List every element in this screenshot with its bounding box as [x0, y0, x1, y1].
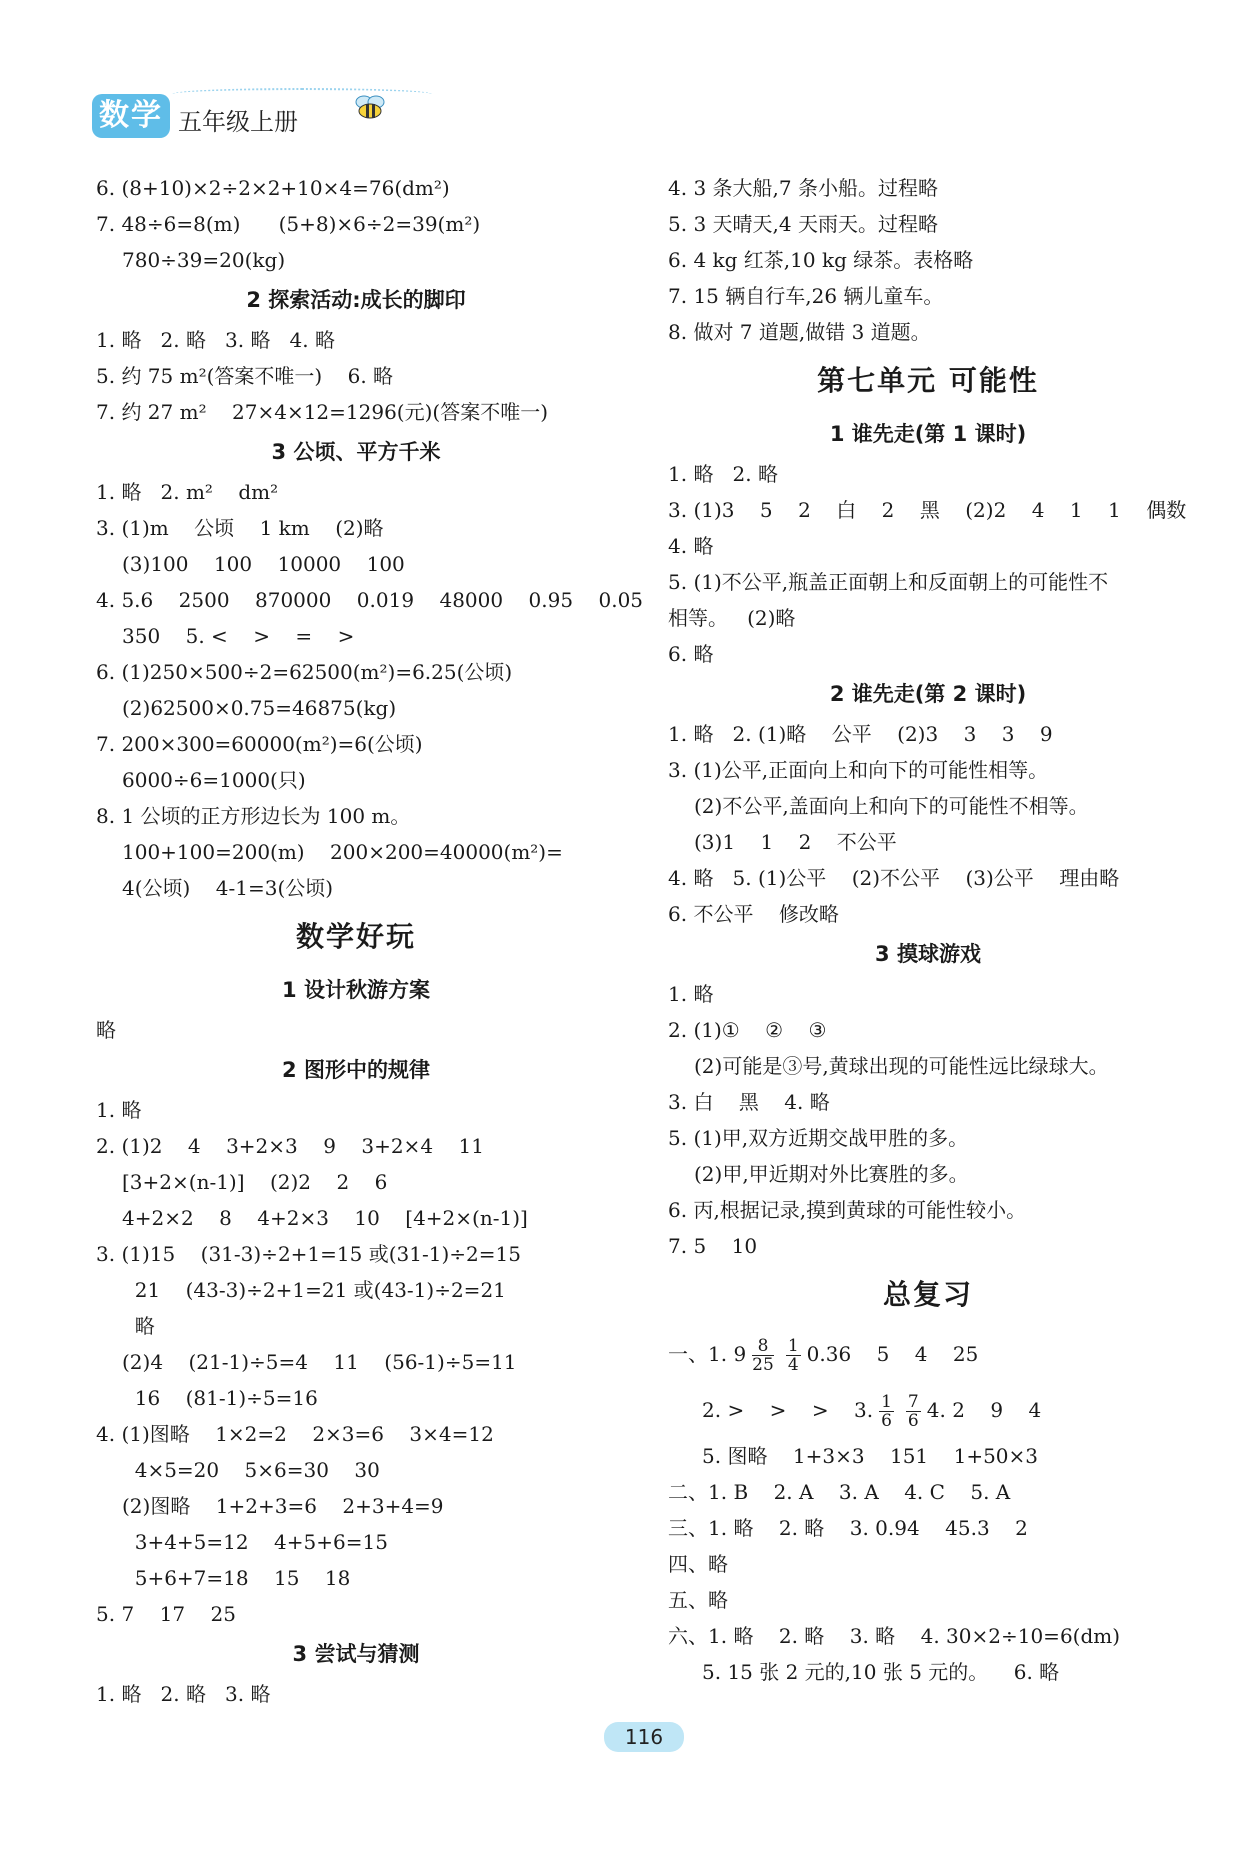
review-row-9: 5. 15 张 2 元的,10 张 5 元的。 6. 略	[702, 1660, 1060, 1684]
fraction	[786, 1337, 801, 1374]
fraction-numerator: 8	[752, 1337, 774, 1356]
answer-line: 21 (43-3)÷2+1=21 或(43-1)÷2=21	[122, 1278, 506, 1302]
subject-badge: 数学	[92, 94, 170, 138]
answer-line: (2)不公平,盖面向上和向下的可能性不相等。	[694, 794, 1089, 818]
answer-line: 5. 7 17 25	[96, 1602, 236, 1626]
fraction	[879, 1393, 894, 1430]
answer-line: 4. 3 条大船,7 条小船。过程略	[668, 176, 938, 200]
answer-line: [3+2×(n-1)] (2)2 2 6	[122, 1170, 388, 1194]
answer-line: 1. 略 2. 略 3. 略 4. 略	[96, 328, 335, 352]
review-section	[668, 1326, 1188, 1690]
answer-line: 6. (1)250×500÷2=62500(m²)=6.25(公顷)	[96, 660, 513, 684]
answer-line: 6. 不公平 修改略	[668, 902, 839, 926]
answer-line: 7. 48÷6=8(m) (5+8)×6÷2=39(m²)	[96, 212, 481, 236]
review-row-7: 五、略	[668, 1588, 728, 1612]
review-text: 2. > > > 3.	[702, 1398, 874, 1422]
answer-line: 5. (1)不公平,瓶盖正面朝上和反面朝上的可能性不	[668, 570, 1109, 594]
fraction-numerator: 1	[881, 1392, 892, 1412]
answer-line: (2)图略 1+2+3=6 2+3+4=9	[122, 1494, 444, 1518]
answer-line: 1. 略 2. m² dm²	[96, 480, 279, 504]
fraction-denominator: 6	[881, 1411, 892, 1431]
answer-line: 3. (1)15 (31-3)÷2+1=15 或(31-1)÷2=15	[96, 1242, 521, 1266]
page-header	[92, 88, 452, 148]
fraction-denominator: 4	[787, 1355, 799, 1375]
answer-line: 相等。 (2)略	[668, 606, 796, 630]
answer-line: 1. 略 2. (1)略 公平 (2)3 3 3 9	[668, 722, 1053, 746]
answer-line: 7. 约 27 m² 27×4×12=1296(元)(答案不唯一)	[96, 400, 549, 424]
answer-line: 4. 略	[668, 534, 714, 558]
lesson-heading: 2 谁先走(第 2 课时)	[829, 682, 1027, 706]
decorative-dotted-line	[172, 88, 432, 100]
answer-line: 1. 略	[96, 1098, 142, 1122]
answer-line: 4. 5.6 2500 870000 0.019 48000 0.95 0.05	[96, 588, 644, 612]
answer-line: 4(公顷) 4-1=3(公顷)	[122, 876, 334, 900]
page-number: 116	[604, 1722, 684, 1752]
lesson-heading: 1 设计秋游方案	[282, 978, 430, 1002]
review-row-3: 5. 图略 1+3×3 151 1+50×3	[702, 1444, 1039, 1468]
answer-line: (2)甲,甲近期对外比赛胜的多。	[694, 1162, 969, 1186]
lesson-heading: 2 探索活动:成长的脚印	[246, 288, 466, 312]
answer-line: 7. 5 10	[668, 1234, 758, 1258]
answer-line: 5. 约 75 m²(答案不唯一) 6. 略	[96, 364, 394, 388]
answer-line: 略	[122, 1314, 155, 1338]
section-heading: 总复习	[882, 1278, 973, 1311]
answer-line: (2)4 (21-1)÷5=4 11 (56-1)÷5=11	[122, 1350, 517, 1374]
answer-line: 3+4+5=12 4+5+6=15	[122, 1530, 388, 1554]
lesson-heading: 3 摸球游戏	[875, 942, 981, 966]
answer-line: 略	[96, 1018, 116, 1042]
answer-line: 8. 做对 7 道题,做错 3 道题。	[668, 320, 931, 344]
review-row-8: 六、1. 略 2. 略 3. 略 4. 30×2÷10=6(dm)	[668, 1624, 1121, 1648]
answer-line: 6. 4 kg 红茶,10 kg 绿茶。表格略	[668, 248, 974, 272]
answer-line: 5+6+7=18 15 18	[122, 1566, 351, 1590]
review-row-6: 四、略	[668, 1552, 728, 1576]
answer-line: 5. (1)甲,双方近期交战甲胜的多。	[668, 1126, 969, 1150]
answer-line: 3. (1)公平,正面向上和向下的可能性相等。	[668, 758, 1049, 782]
answer-line: 3. (1)m 公顷 1 km (2)略	[96, 516, 384, 540]
answer-line: 16 (81-1)÷5=16	[122, 1386, 318, 1410]
answer-line: (2)可能是③号,黄球出现的可能性远比绿球大。	[694, 1054, 1109, 1078]
right-column	[668, 170, 1188, 1690]
answer-line: 4. 略 5. (1)公平 (2)不公平 (3)公平 理由略	[668, 866, 1120, 890]
answer-line: (2)62500×0.75=46875(kg)	[122, 696, 397, 720]
answer-line: 350 5. < > = >	[122, 624, 355, 648]
review-row-2	[668, 1382, 1188, 1438]
answer-line: 100+100=200(m) 200×200=40000(m²)=	[122, 840, 563, 864]
fraction-denominator: 25	[752, 1355, 774, 1375]
answer-line: 6. 略	[668, 642, 714, 666]
fraction-denominator: 6	[907, 1411, 919, 1431]
section-heading: 第七单元 可能性	[817, 364, 1039, 397]
lesson-heading: 2 图形中的规律	[282, 1058, 430, 1082]
fraction-numerator: 7	[907, 1392, 919, 1412]
fraction	[906, 1393, 921, 1430]
answer-line: 5. 3 天晴天,4 天雨天。过程略	[668, 212, 938, 236]
fraction-numerator: 1	[787, 1336, 799, 1356]
lesson-heading: 3 公顷、平方千米	[271, 440, 441, 464]
review-row-4: 二、1. B 2. A 3. A 4. C 5. A	[668, 1480, 1011, 1504]
answer-line: 4. (1)图略 1×2=2 2×3=6 3×4=12	[96, 1422, 494, 1446]
answer-line: 6. 丙,根据记录,摸到黄球的可能性较小。	[668, 1198, 1027, 1222]
answer-line: 2. (1)2 4 3+2×3 9 3+2×4 11	[96, 1134, 484, 1158]
answer-line: 3. 白 黑 4. 略	[668, 1090, 830, 1114]
fraction	[752, 1337, 774, 1374]
answer-line: 4×5=20 5×6=30 30	[122, 1458, 380, 1482]
bee-icon	[352, 94, 388, 120]
lesson-heading: 1 谁先走(第 1 课时)	[829, 422, 1027, 446]
left-column	[96, 170, 644, 1712]
answer-line: 1. 略	[668, 982, 714, 1006]
section-heading: 数学好玩	[295, 920, 416, 953]
review-row-5: 三、1. 略 2. 略 3. 0.94 45.3 2	[668, 1516, 1028, 1540]
answer-line: (3)1 1 2 不公平	[694, 830, 897, 854]
answer-line: 6. (8+10)×2÷2×2+10×4=76(dm²)	[96, 176, 450, 200]
answer-line: (3)100 100 10000 100	[122, 552, 405, 576]
review-text: 0.36 5 4 25	[806, 1342, 979, 1366]
answer-line: 1. 略 2. 略	[668, 462, 778, 486]
grade-title: 五年级上册	[178, 108, 298, 136]
lesson-heading: 3 尝试与猜测	[292, 1642, 420, 1666]
answer-line: 8. 1 公顷的正方形边长为 100 m。	[96, 804, 411, 828]
answer-line: 4+2×2 8 4+2×3 10 [4+2×(n-1)]	[122, 1206, 528, 1230]
review-text: 4. 2 9 4	[926, 1398, 1042, 1422]
answer-line: 1. 略 2. 略 3. 略	[96, 1682, 271, 1706]
answer-line: 3. (1)3 5 2 白 2 黑 (2)2 4 1 1 偶数	[668, 498, 1187, 522]
review-row-1	[668, 1326, 1188, 1382]
review-text: 一、1. 9	[668, 1342, 747, 1366]
right-list	[668, 170, 1188, 1326]
answer-line: 6000÷6=1000(只)	[122, 768, 306, 792]
answer-line: 780÷39=20(kg)	[122, 248, 286, 272]
answer-line: 7. 200×300=60000(m²)=6(公顷)	[96, 732, 423, 756]
answer-line: 7. 15 辆自行车,26 辆儿童车。	[668, 284, 944, 308]
answer-line: 2. (1)① ② ③	[668, 1018, 827, 1042]
